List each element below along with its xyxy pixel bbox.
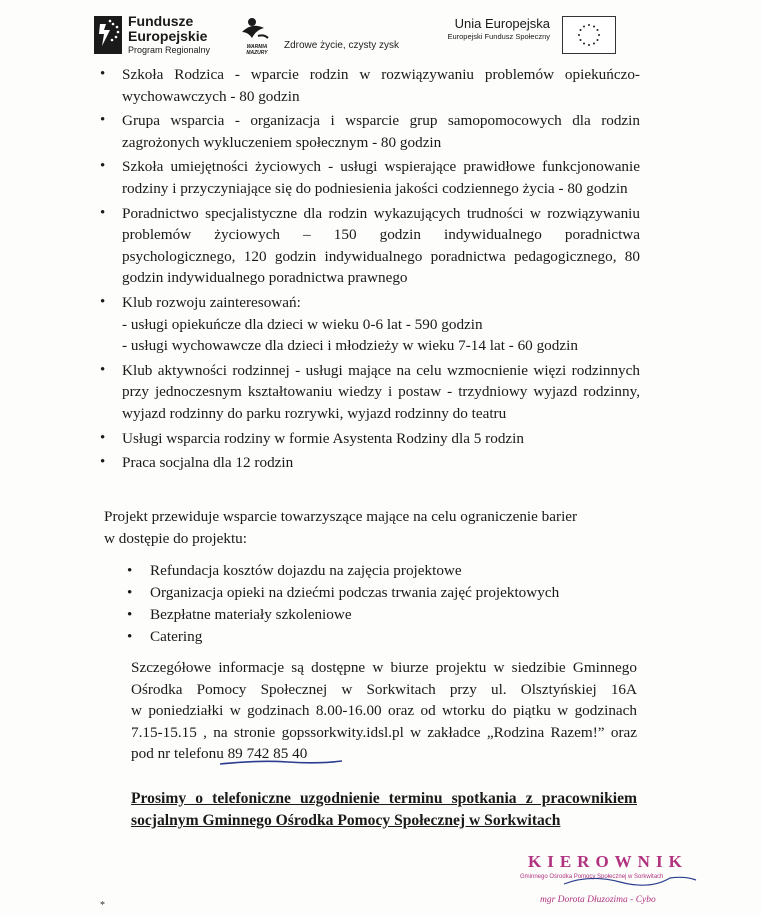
- info-line: w poniedziałki w godzinach 8.00-16.00 oraz od wtorku do piątku w godzinach: [131, 702, 637, 720]
- fe-line2: Europejskie: [128, 28, 208, 44]
- stamp-name: mgr Dorota Dłuzozima - Cybo: [540, 895, 656, 905]
- ue-line2: Europejski Fundusz Społeczny: [447, 32, 550, 41]
- main-list-item-text: • Poradnictwo specjalistyczne dla rodzin wykazujących trudności w rozwiązywaniu problemów życiowych – 150 godzin indywidualnego poradnictwa psychologicznego, 120 godzin indywidualnego poradnictwa pedagogicznego, 80 godzin indywidualnego poradnictwa prawnego: [122, 204, 640, 287]
- support-intro: [104, 506, 624, 550]
- main-list-item: [122, 64, 640, 107]
- main-support-list: [122, 64, 640, 477]
- info-line: Szczegółowe informacje są dostępne w biurze projektu w siedzibie Gminnego: [131, 659, 637, 676]
- main-list-subitem: - usługi opiekuńcze dla dzieci w wieku 0-6 lat - 590 godzin: [122, 315, 483, 333]
- support-list-item: • Refundacja kosztów dojazdu na zajęcia projektowe: [150, 560, 559, 582]
- main-list-item: [122, 360, 640, 425]
- main-list-item-text: • Klub rozwoju zainteresowań:: [122, 293, 301, 311]
- warmia-mazury-text: WARMIA MAZURY: [246, 44, 268, 56]
- signature-icon: [560, 872, 700, 890]
- main-list-item-text: • Szkoła Rodzica - wparcie rodzin w rozwiązywaniu problemów opiekuńczo-wychowawczych - 80 godzin: [122, 66, 640, 105]
- handwritten-underline-icon: [218, 756, 344, 768]
- warmia-mazury-logo-icon: [238, 16, 270, 44]
- main-list-item: [122, 156, 640, 199]
- stamp-subtitle: Gminnego Ośrodka Pomocy Społecznej w Sorkwitach: [520, 874, 664, 880]
- ue-line1: Unia Europejska: [454, 16, 550, 31]
- accompanying-support-list: [150, 560, 559, 648]
- closing-line1: Prosimy o telefoniczne uzgodnienie terminu spotkania z pracownikiem: [131, 790, 637, 807]
- support-list-item: • Bezpłatne materiały szkoleniowe: [150, 604, 559, 626]
- contact-information: [131, 657, 637, 765]
- support-intro-line1: Projekt przewiduje wsparcie towarzyszące mające na celu ograniczenie barier: [104, 508, 578, 525]
- main-list-item-text: • Grupa wsparcia - organizacja i wsparcie grup samopomocowych dla rodzin zagrożonych wykluczeniem społecznym - 80 godzin: [122, 112, 640, 151]
- main-list-item: [122, 292, 640, 357]
- info-line: pod nr telefonu 89 742 85 40: [131, 745, 308, 763]
- support-list-item: • Organizacja opieki na dziećmi podczas trwania zajęć projektowych: [150, 582, 559, 604]
- fe-line1: Fundusze: [128, 13, 194, 29]
- info-line: Ośrodka Pomocy Społecznej w Sorkwitach przy ul. Olsztyńskiej 16A: [131, 680, 637, 698]
- info-line: 7.15-15.15 , na stronie gopssorkwity.idsl.pl w zakładce „Rodzina Razem!” oraz: [131, 723, 637, 741]
- main-list-item-text: • Usługi wsparcia rodziny w formie Asystenta Rodziny dla 5 rodzin: [122, 429, 524, 447]
- main-list-item-text: • Klub aktywności rodzinnej - usługi mające na celu wzmocnienie więzi rodzinnych przy jednoczesnym kształtowaniu wiedzy i postaw - trzydniowy wyjazd rodzinny, wyjazd rodzinny do parku rozrywki, wyjazd rodzinny do teatru: [122, 361, 640, 422]
- fe-line3: Program Regionalny: [128, 45, 211, 55]
- slogan: Zdrowe życie, czysty zysk: [284, 40, 400, 51]
- eu-flag-icon: [562, 16, 616, 54]
- main-list-item-text: • Szkoła umiejętności życiowych - usługi wspierające prawidłowe funkcjonowanie rodziny i przyczyniające się do podniesienia jakości codziennego życia - 80 godzin: [122, 158, 640, 197]
- main-list-item: [122, 428, 640, 450]
- unia-europejska-text: [436, 16, 550, 42]
- support-list-item: • Catering: [150, 626, 559, 648]
- corner-mark: *: [100, 900, 105, 911]
- fundusze-europejskie-text: [128, 14, 210, 56]
- stamp-title: KIEROWNIK: [528, 852, 688, 871]
- main-list-item: [122, 452, 640, 474]
- closing-line2: socjalnym Gminnego Ośrodka Pomocy Społecznej w Sorkwitach: [131, 812, 561, 829]
- main-list-item: [122, 203, 640, 289]
- main-list-subitem: - usługi wychowawcze dla dzieci i młodzieży w wieku 7-14 lat - 60 godzin: [122, 337, 578, 355]
- fundusze-europejskie-logo-icon: [94, 16, 122, 54]
- support-intro-line2: w dostępie do projektu:: [104, 530, 247, 547]
- main-list-item: [122, 110, 640, 153]
- closing-request: [131, 788, 637, 832]
- main-list-item-text: • Praca socjalna dla 12 rodzin: [122, 454, 294, 472]
- header-logos: [0, 10, 761, 68]
